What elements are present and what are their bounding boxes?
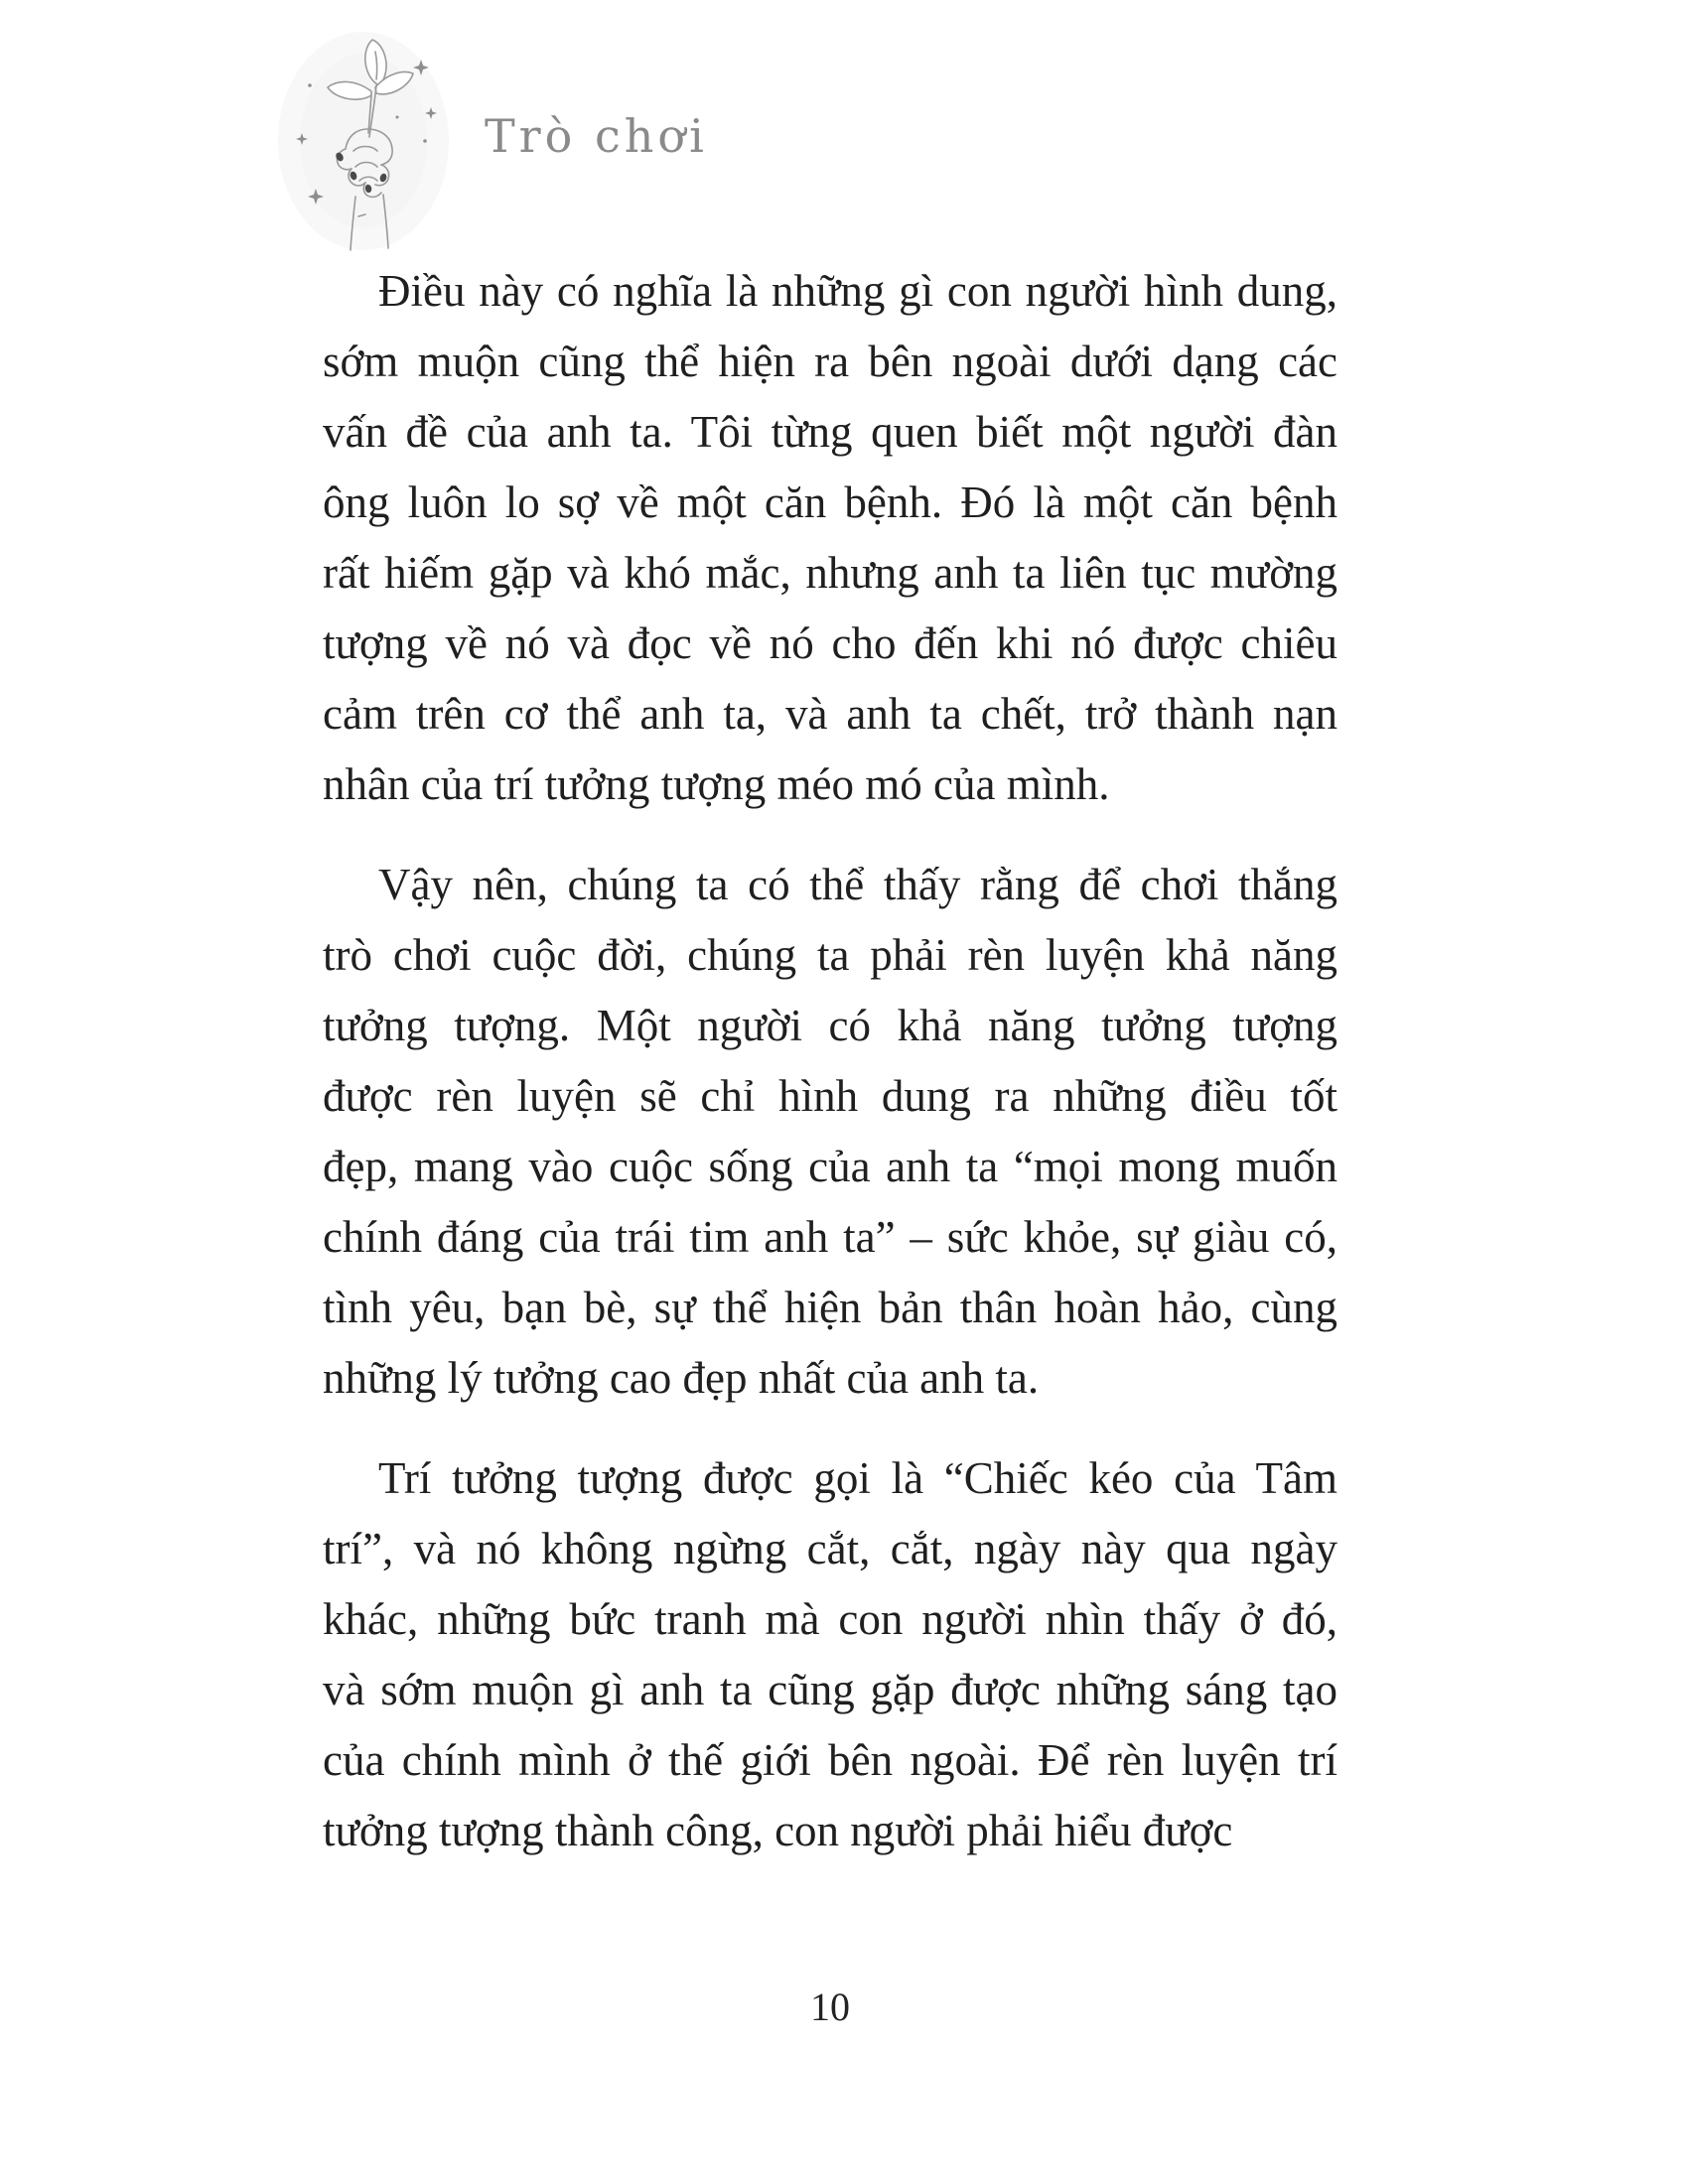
text-line: ông luôn lo sợ về một căn bệnh. Đó là một căn bệnh [323, 478, 1337, 527]
text-line: trí”, và nó không ngừng cắt, cắt, ngày này qua ngày [323, 1524, 1337, 1573]
paragraph [323, 850, 1337, 1414]
text-line: Vậy nên, chúng ta có thể thấy rằng để chơi thắng [378, 860, 1337, 909]
text-line: và sớm muộn gì anh ta cũng gặp được những sáng tạo [323, 1665, 1337, 1714]
paragraph [323, 1443, 1337, 1866]
text-line: cảm trên cơ thể anh ta, và anh ta chết, trở thành nạn [323, 689, 1337, 739]
text-line: nhân của trí tưởng tượng méo mó của mình. [323, 759, 1110, 809]
hand-holding-flower-icon [276, 22, 457, 252]
text-line: tượng về nó và đọc về nó cho đến khi nó được chiêu [323, 618, 1337, 668]
text-line: của chính mình ở thế giới bên ngoài. Để rèn luyện trí [323, 1735, 1337, 1785]
text-line: tình yêu, bạn bè, sự thể hiện bản thân hoàn hảo, cùng [323, 1283, 1337, 1332]
text-line: Điều này có nghĩa là những gì con người hình dung, [378, 266, 1337, 316]
text-line: Trí tưởng tượng được gọi là “Chiếc kéo của Tâm [378, 1453, 1337, 1503]
text-line: trò chơi cuộc đời, chúng ta phải rèn luyện khả năng [323, 930, 1337, 980]
text-line: những lý tưởng cao đẹp nhất của anh ta. [323, 1353, 1040, 1403]
text-line: tưởng tượng. Một người có khả năng tưởng tượng [323, 1001, 1337, 1050]
text-line: vấn đề của anh ta. Tôi từng quen biết một người đàn [323, 407, 1337, 457]
chapter-title: Trò chơi [485, 109, 708, 163]
body-text [323, 256, 1337, 1896]
chapter-header [276, 22, 708, 252]
text-line: tưởng tượng thành công, con người phải hiểu được [323, 1806, 1233, 1855]
text-line: chính đáng của trái tim anh ta” – sức khỏe, sự giàu có, [323, 1212, 1337, 1262]
page-number: 10 [810, 1984, 850, 2029]
text-line: rất hiếm gặp và khó mắc, nhưng anh ta liên tục mường [323, 548, 1337, 598]
text-line: được rèn luyện sẽ chỉ hình dung ra những điều tốt [323, 1071, 1337, 1121]
text-line: khác, những bức tranh mà con người nhìn thấy ở đó, [323, 1594, 1337, 1644]
text-line: đẹp, mang vào cuộc sống của anh ta “mọi mong muốn [323, 1142, 1337, 1191]
text-line: sớm muộn cũng thể hiện ra bên ngoài dưới dạng các [323, 337, 1337, 386]
paragraph [323, 256, 1337, 820]
